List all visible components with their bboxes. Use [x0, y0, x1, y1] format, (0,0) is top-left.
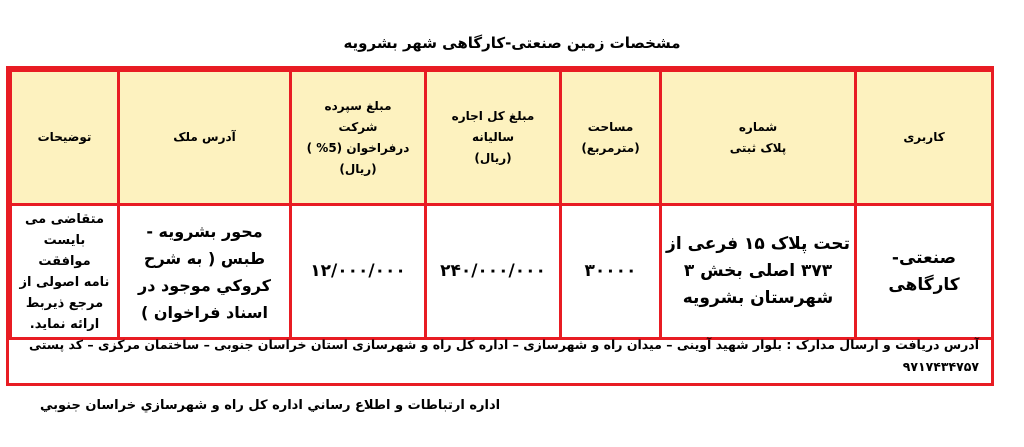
header-usage: کاربری: [856, 71, 993, 205]
header-notes: توضیحات: [11, 71, 119, 205]
page-title: مشخصات زمین صنعتی-کارگاهی شهر بشرویه: [343, 34, 681, 52]
cell-address: محور بشرويه - طبس ( به شرح كروكي موجود در اسناد فراخوان ): [119, 205, 291, 339]
cell-plate: تحت پلاک ۱۵ فرعی از ۳۷۳ اصلی بخش ۳ شهرستان بشرویه: [661, 205, 856, 339]
publisher-credit: اداره ارتباطات و اطلاع رساني اداره كل راه و شهرسازي خراسان جنوبي: [40, 398, 501, 413]
table-header-row: [11, 71, 993, 205]
submission-address: [9, 334, 991, 378]
header-rent: مبلغ کل اجاره سالیانه (ریال): [426, 71, 561, 205]
cell-deposit: ۱۲/۰۰۰/۰۰۰: [291, 205, 426, 339]
cell-area: ۳۰۰۰۰: [561, 205, 661, 339]
cell-notes: متقاضی می بایست موافقت نامه اصولی از مرجع ذیربط ارائه نماید.: [11, 205, 119, 339]
header-plate: شماره پلاک ثبتی: [661, 71, 856, 205]
cell-usage: صنعتی-کارگاهی: [856, 205, 993, 339]
cell-rent: ۲۴۰/۰۰۰/۰۰۰: [426, 205, 561, 339]
table-row: [11, 205, 993, 339]
land-spec-table: [9, 69, 994, 340]
postal-code: ۹۷۱۷۴۳۴۷۵۷: [902, 359, 979, 374]
submission-address-line: آدرس دریافت و ارسال مدارک : بلوار شهید آوینی – میدان راه و شهرسازی – اداره کل راه و شهرسازی استان خراسان جنوبی – ساختمان مرکزی – کد پستی: [29, 337, 979, 352]
header-deposit: مبلغ سپرده شرکت درفراخوان (5% ) (ریال): [291, 71, 426, 205]
header-area: مساحت (مترمربع): [561, 71, 661, 205]
header-address: آدرس ملک: [119, 71, 291, 205]
land-spec-sheet: [6, 66, 994, 386]
